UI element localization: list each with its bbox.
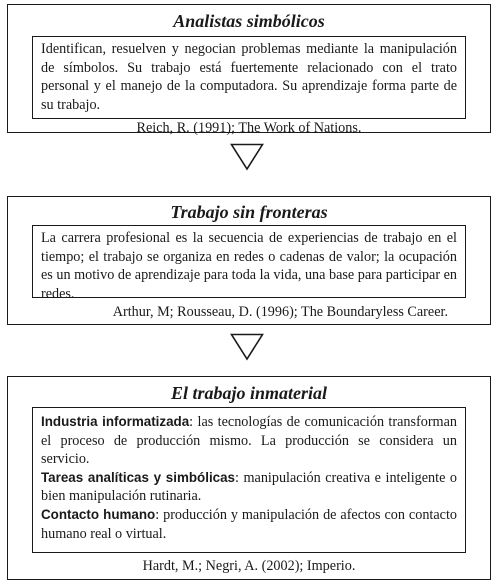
item-term: Industria informatizada xyxy=(41,414,190,429)
item-text: : las tecnologías de comunicación transforman el proceso de producción mismo. La producción se considera un servicio. xyxy=(41,414,457,468)
down-arrow-icon xyxy=(230,143,264,171)
items-box xyxy=(32,407,466,553)
definition-text: Identifican, resuelven y negocian problemas mediante la manipulación de símbolos. Su trabajo está fuertemente relacionado con el trato personal y el manejo de la computadora. Su aprendizaje forma parte de su trabajo. xyxy=(41,41,457,113)
panel-title: Analistas simbólicos xyxy=(173,11,325,31)
item-text: : producción y manipulación de afectos con contacto humano real o virtual. xyxy=(41,506,457,542)
panel-el-trabajo-inmaterial xyxy=(7,376,491,580)
panel-title: El trabajo inmaterial xyxy=(170,383,328,403)
panel-analistas-simbolicos xyxy=(7,4,491,136)
item-text: : manipulación creativa e inteligente o bien manipulación rutinaria. xyxy=(41,469,458,505)
down-arrow-icon xyxy=(230,333,264,361)
definition-text: La carrera profesional es la secuencia de experiencias de trabajo en el tiempo; el trabajo se organiza en redes o cadenas de valor; la ocupación es un motivo de aprendizaje para toda la vida, una base para participar en redes. xyxy=(41,230,457,302)
panel-trabajo-sin-fronteras xyxy=(7,196,491,325)
citation: Reich, R. (1991); The Work of Nations. xyxy=(136,120,362,136)
item-term: Contacto humano xyxy=(41,506,156,522)
definition-box xyxy=(32,36,466,119)
citation: Arthur, M; Rousseau, D. (1996); The Boundaryless Career. xyxy=(112,304,448,320)
citation: Hardt, M.; Negri, A. (2002); Imperio. xyxy=(142,558,356,574)
list-item-contacto-humano xyxy=(41,506,457,543)
definition-box xyxy=(32,225,466,302)
list-item-tareas-analiticas xyxy=(41,469,457,506)
list-item-industria-informatizada xyxy=(41,413,457,469)
item-term: Tareas analíticas y simbólicas xyxy=(41,469,236,485)
panel-title: Trabajo sin fronteras xyxy=(170,202,328,222)
